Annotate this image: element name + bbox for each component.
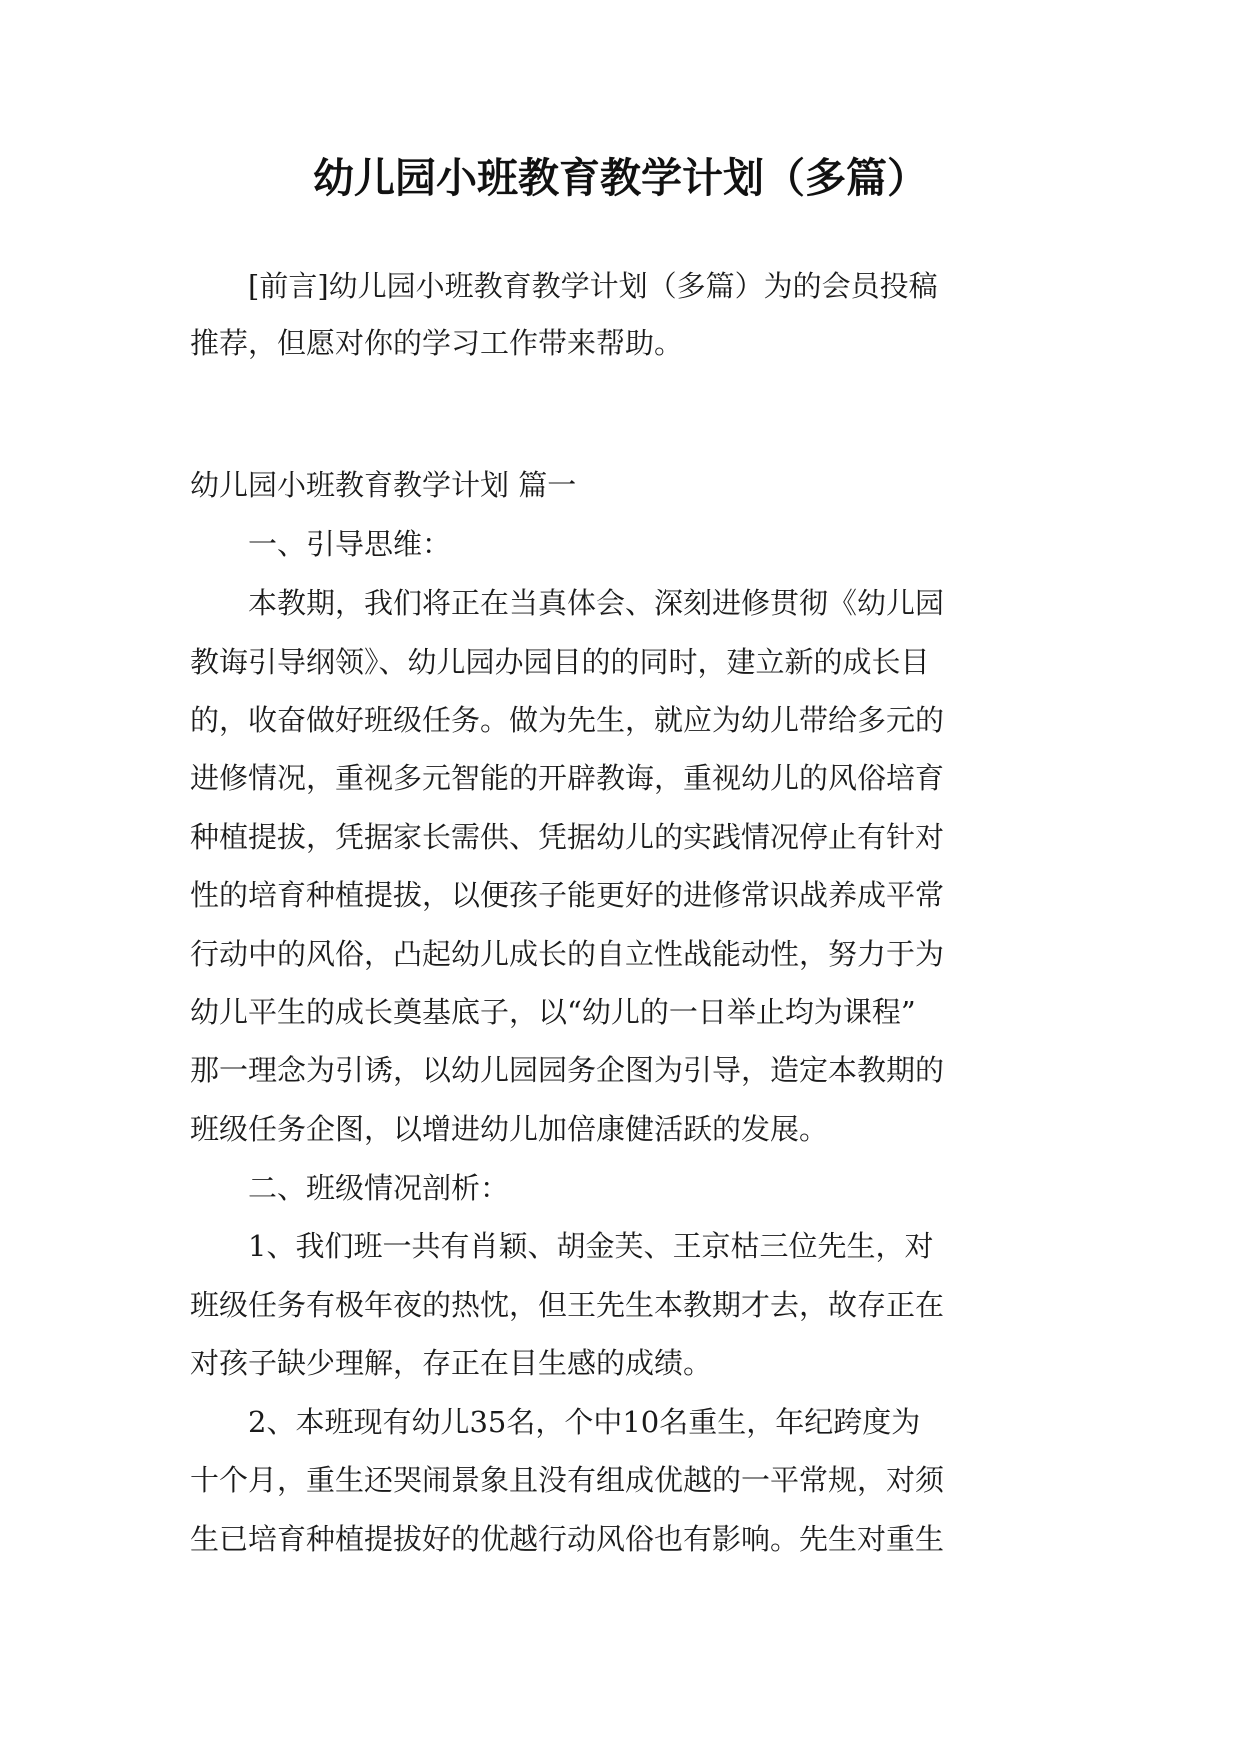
line-text: 生已培育种植提拔好的优越行动风俗也有影响。先生对重生 <box>190 1522 945 1556</box>
paragraph-line <box>0 639 1241 685</box>
line-text: 的，收奋做好班级任务。做为先生，就应为幼儿带给多元的 <box>190 703 945 737</box>
paragraph-line <box>0 814 1241 860</box>
paragraph-line <box>0 1282 1241 1328</box>
paragraph-line <box>0 697 1241 743</box>
line-text: 本教期，我们将正在当真体会、深刻进修贯彻《幼儿园 <box>248 586 945 620</box>
line-text: 2、本班现有幼儿35名，个中10名重生，年纪跨度为 <box>248 1405 921 1439</box>
paragraph-line <box>0 1106 1241 1152</box>
paragraph-line <box>0 1516 1241 1562</box>
paragraph-line <box>0 1399 1241 1445</box>
paragraph-line <box>0 755 1241 801</box>
section-heading <box>0 462 1241 508</box>
line-text: 性的培育种植提拔，以便孩子能更好的进修常识战养成平常 <box>190 878 945 912</box>
line-text: 进修情况，重视多元智能的开辟教诲，重视幼儿的风俗培育 <box>190 761 945 795</box>
subheading <box>0 1165 1241 1211</box>
paragraph-line <box>0 320 1241 366</box>
document-title: 幼儿园小班教育教学计划（多篇） <box>313 154 928 202</box>
paragraph-line <box>0 931 1241 977</box>
subheading <box>0 521 1241 567</box>
line-text: 幼儿平生的成长奠基底子，以“幼儿的一日举止均为课程” <box>190 995 916 1029</box>
paragraph-line <box>0 872 1241 918</box>
line-text: 教诲引导纲领》、幼儿园办园目的的同时，建立新的成长目 <box>190 645 930 679</box>
line-text: 对孩子缺少理解，存正在目生感的成绩。 <box>190 1346 713 1380</box>
line-text: 班级任务有极年夜的热忱，但王先生本教期才去，故存正在 <box>190 1288 945 1322</box>
line-text: 种植提拔，凭据家长需供、凭据幼儿的实践情况停止有针对 <box>190 820 945 854</box>
line-text: 行动中的风俗，凸起幼儿成长的自立性战能动性，努力于为 <box>190 937 945 971</box>
paragraph-line <box>0 580 1241 626</box>
line-text: 1、我们班一共有肖颖、胡金芙、王京枯三位先生，对 <box>248 1229 934 1263</box>
paragraph-line <box>0 263 1241 309</box>
line-text: 推荐，但愿对你的学习工作带来帮助。 <box>190 326 684 360</box>
line-text: 二、班级情况剖析： <box>248 1171 510 1205</box>
paragraph-line <box>0 1457 1241 1503</box>
paragraph-line <box>0 1223 1241 1269</box>
line-text: [前言]幼儿园小班教育教学计划（多篇）为的会员投稿 <box>248 269 938 303</box>
paragraph-line <box>0 1047 1241 1093</box>
paragraph-line <box>0 1340 1241 1386</box>
paragraph-line <box>0 989 1241 1035</box>
line-text: 幼儿园小班教育教学计划 篇一 <box>190 468 577 502</box>
line-text: 那一理念为引诱，以幼儿园园务企图为引导，造定本教期的 <box>190 1053 945 1087</box>
line-text: 班级任务企图，以增进幼儿加倍康健活跃的发展。 <box>190 1112 829 1146</box>
line-text: 一、引导思维： <box>248 527 452 561</box>
line-text: 十个月，重生还哭闹景象且没有组成优越的一平常规，对须 <box>190 1463 945 1497</box>
